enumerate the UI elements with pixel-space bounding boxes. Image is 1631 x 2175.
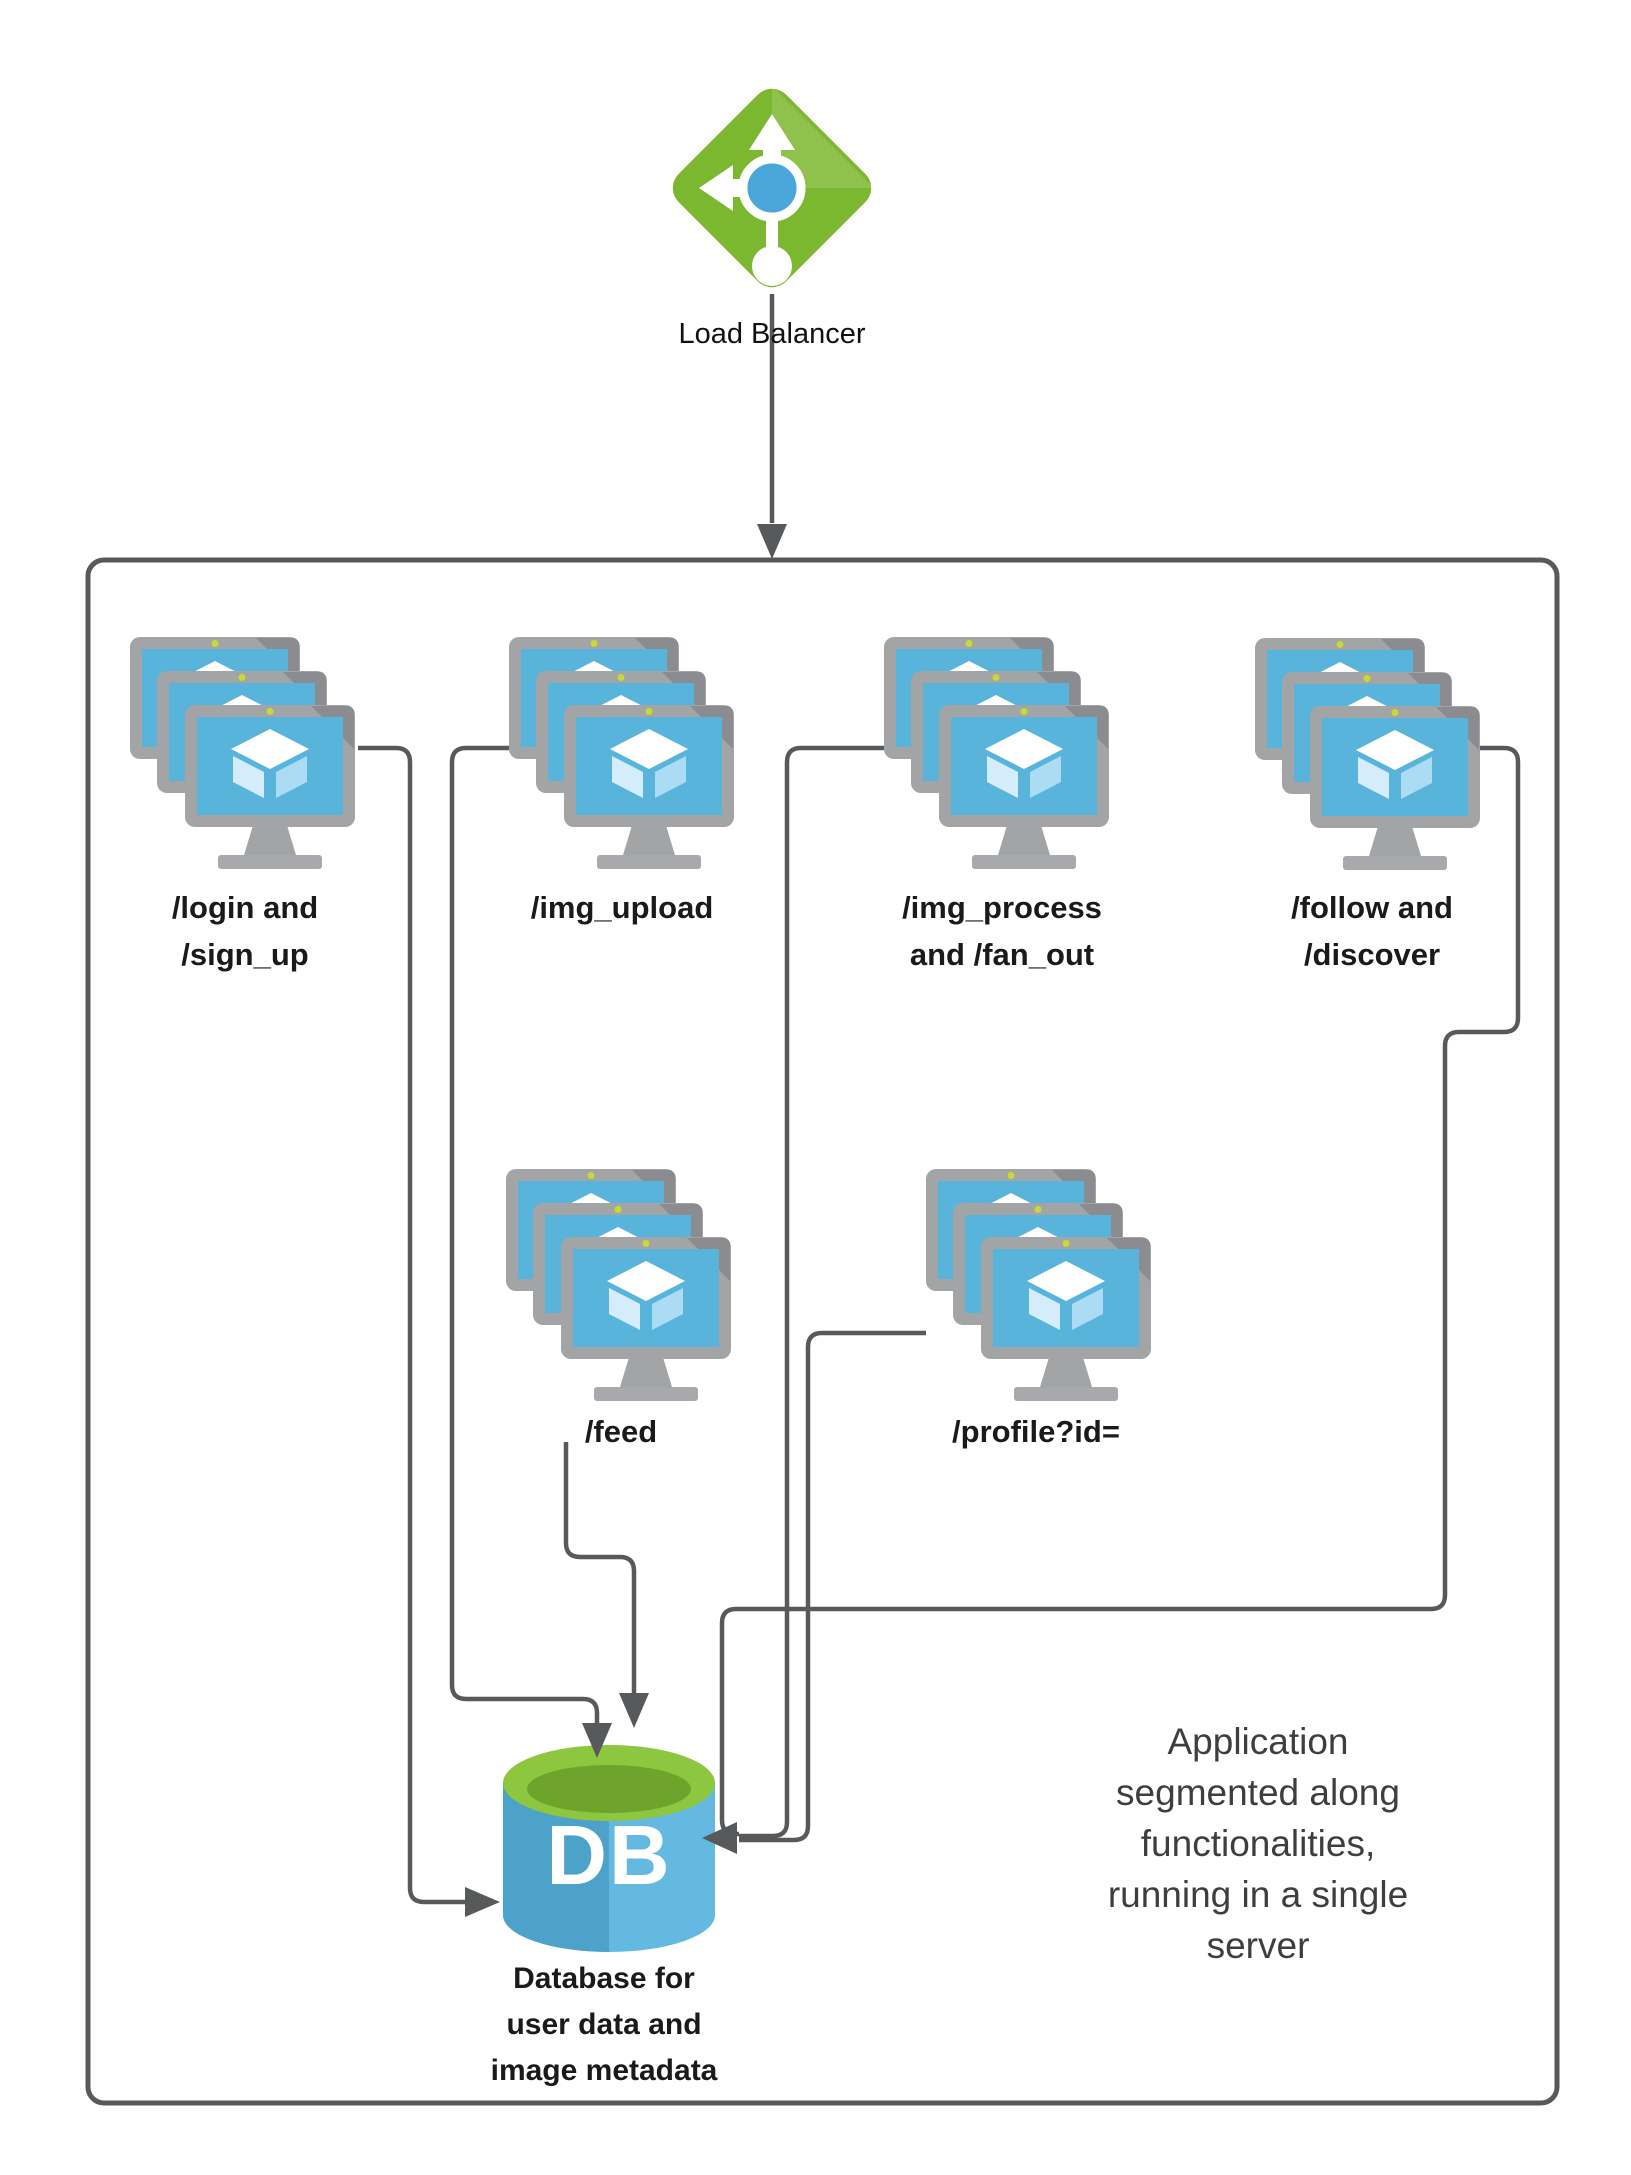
database-caption: [444, 1956, 764, 2094]
arrowhead-right-into-db: [465, 1887, 500, 1917]
vm-cluster-feed: [506, 1169, 731, 1401]
cluster-label-img-upload-line1: /img_upload: [530, 890, 714, 925]
cluster-label-profile-line1: /profile?id=: [952, 1414, 1120, 1449]
annotation-line4: running in a single: [1107, 1874, 1409, 1915]
vm-cluster-profile: [926, 1169, 1151, 1401]
cluster-label-img-process: [842, 884, 1162, 978]
database-db-text: DB: [546, 1808, 672, 1902]
annotation-line5: server: [1206, 1925, 1310, 1966]
annotation-line3: functionalities,: [1140, 1823, 1376, 1864]
vm-cluster-login: [130, 637, 355, 869]
cluster-label-feed: [461, 1408, 781, 1455]
connector-feed-db: [566, 1442, 634, 1693]
arrowhead-down-above-db: [619, 1693, 649, 1728]
cluster-label-login-line2: /sign_up: [181, 937, 309, 972]
database-caption-line2: user data and: [506, 2008, 702, 2041]
database-caption-line3: image metadata: [490, 2054, 718, 2087]
cluster-label-img-upload: [462, 884, 782, 931]
cluster-label-feed-line1: /feed: [584, 1414, 658, 1449]
annotation-text: [1048, 1716, 1468, 1971]
cluster-label-login: [85, 884, 405, 978]
cluster-label-follow-line2: /discover: [1303, 937, 1441, 972]
database-caption-line1: Database for: [513, 1962, 695, 1995]
cluster-label-follow: [1212, 884, 1532, 978]
vm-cluster-follow: [1255, 638, 1480, 870]
cluster-label-profile: [876, 1408, 1196, 1455]
vm-cluster-img-upload: [509, 637, 734, 869]
annotation-line1: Application: [1167, 1721, 1349, 1762]
load-balancer-icon: [665, 81, 880, 296]
arrowhead-down-into-box: [757, 524, 787, 559]
cluster-label-img-process-line2: and /fan_out: [909, 937, 1095, 972]
vm-cluster-img-process: [884, 637, 1109, 869]
cluster-label-img-process-line1: /img_process: [902, 890, 1102, 925]
annotation-line2: segmented along: [1116, 1772, 1400, 1813]
cluster-label-follow-line1: /follow and: [1291, 890, 1453, 925]
load-balancer-label: Load Balancer: [678, 318, 866, 350]
connector-lines: [358, 294, 1518, 1902]
cluster-label-login-line1: /login and: [171, 890, 319, 925]
